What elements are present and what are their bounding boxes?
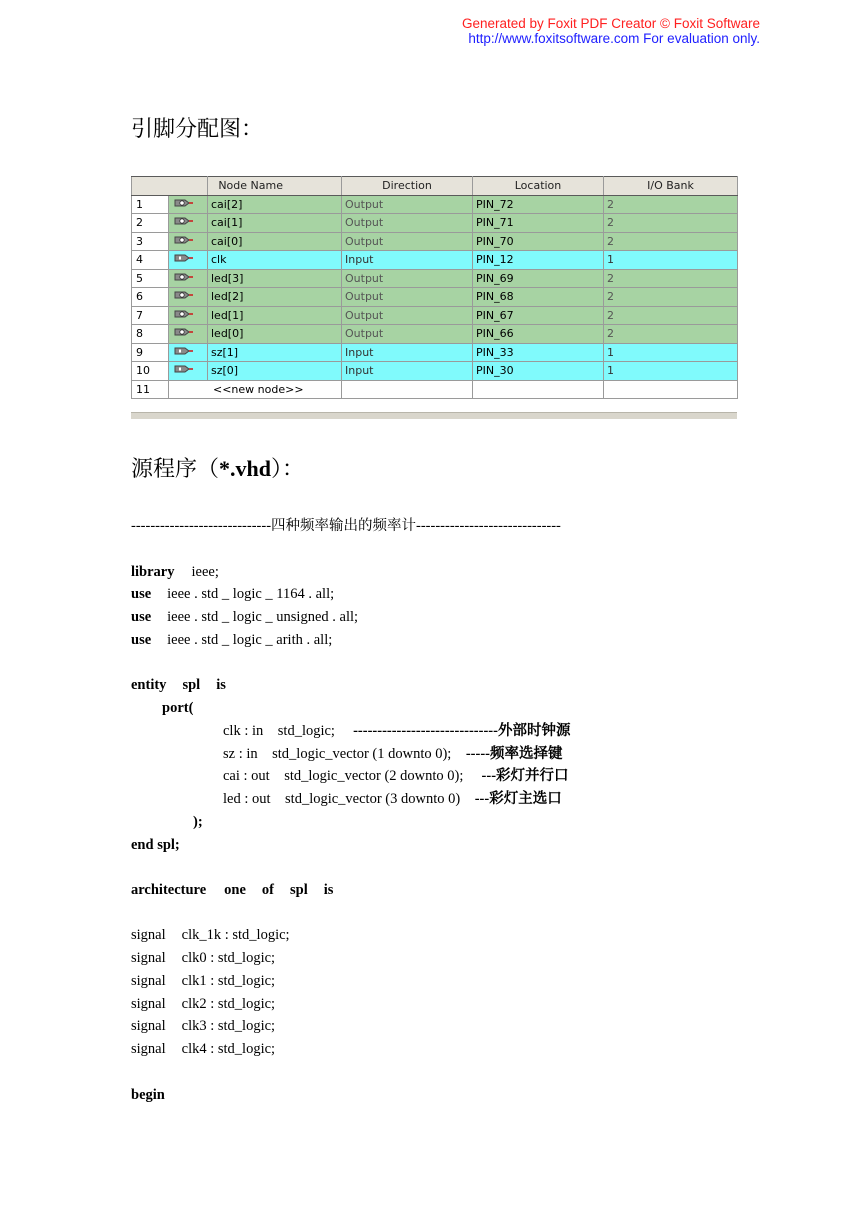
io-bank-cell[interactable]: 2 bbox=[604, 288, 738, 307]
code-entity-line: entity spl is bbox=[131, 677, 226, 693]
io-bank-cell[interactable]: 2 bbox=[604, 325, 738, 344]
row-number: 9 bbox=[132, 343, 169, 362]
pin-assignment-heading: 引脚分配图： bbox=[131, 116, 264, 141]
output-pin-icon bbox=[174, 197, 194, 212]
table-row[interactable] bbox=[132, 195, 738, 214]
code-signal-line: signal clk0 : std_logic; bbox=[131, 950, 276, 966]
location-cell[interactable]: PIN_67 bbox=[473, 306, 604, 325]
location-cell[interactable]: PIN_71 bbox=[473, 214, 604, 233]
table-row[interactable] bbox=[132, 362, 738, 381]
output-pin-icon bbox=[174, 289, 194, 304]
row-number: 6 bbox=[132, 288, 169, 307]
io-bank-cell[interactable]: 2 bbox=[604, 232, 738, 251]
code-port-close: ); bbox=[193, 814, 203, 830]
direction-cell[interactable]: Output bbox=[342, 325, 473, 344]
row-number: 5 bbox=[132, 269, 169, 288]
io-bank-cell[interactable]: 2 bbox=[604, 269, 738, 288]
location-cell[interactable]: PIN_30 bbox=[473, 362, 604, 381]
code-end-entity: end spl; bbox=[131, 837, 180, 853]
output-pin-icon bbox=[174, 234, 194, 249]
code-begin: begin bbox=[131, 1087, 165, 1103]
code-signal-line: signal clk_1k : std_logic; bbox=[131, 927, 290, 943]
code-port-open: port( bbox=[162, 700, 194, 716]
node-name-cell[interactable]: clk bbox=[208, 251, 342, 270]
code-port-decl: sz : in std_logic_vector (1 downto 0); -----频率选择键 bbox=[223, 746, 563, 762]
new-node-placeholder[interactable]: <<new node>> bbox=[169, 380, 342, 399]
foxit-watermark bbox=[420, 16, 760, 46]
direction-cell[interactable]: Output bbox=[342, 195, 473, 214]
location-cell[interactable]: PIN_66 bbox=[473, 325, 604, 344]
location-cell[interactable]: PIN_70 bbox=[473, 232, 604, 251]
table-row[interactable] bbox=[132, 251, 738, 270]
code-signal-line: signal clk2 : std_logic; bbox=[131, 996, 276, 1012]
code-signal-line: signal clk4 : std_logic; bbox=[131, 1041, 276, 1057]
header-location[interactable]: Location bbox=[473, 177, 604, 196]
code-use-line: use ieee . std _ logic _ arith . all; bbox=[131, 632, 333, 648]
code-architecture-line: architecture one of spl is bbox=[131, 882, 334, 898]
source-code-heading bbox=[131, 456, 304, 482]
input-pin-icon bbox=[174, 345, 194, 360]
watermark-line2: http://www.foxitsoftware.com For evaluation only. bbox=[468, 31, 760, 46]
code-use-line: use ieee . std _ logic _ 1164 . all; bbox=[131, 586, 335, 602]
direction-cell[interactable]: Input bbox=[342, 362, 473, 381]
new-node-row[interactable] bbox=[132, 380, 738, 399]
code-port-decl: clk : in std_logic; ------------------------------外部时钟源 bbox=[223, 723, 571, 739]
node-name-cell[interactable]: sz[1] bbox=[208, 343, 342, 362]
row-number: 7 bbox=[132, 306, 169, 325]
source-heading-suffix: ）： bbox=[271, 456, 305, 481]
row-number: 4 bbox=[132, 251, 169, 270]
source-heading-prefix: 源程序（ bbox=[131, 456, 220, 481]
row-number: 1 bbox=[132, 195, 169, 214]
output-pin-icon bbox=[174, 308, 194, 323]
code-port-decl: led : out std_logic_vector (3 downto 0) ---彩灯主选口 bbox=[223, 791, 562, 807]
io-bank-cell[interactable]: 1 bbox=[604, 362, 738, 381]
node-name-cell[interactable]: led[0] bbox=[208, 325, 342, 344]
header-blank bbox=[132, 177, 208, 196]
node-name-cell[interactable]: sz[0] bbox=[208, 362, 342, 381]
direction-cell[interactable]: Input bbox=[342, 343, 473, 362]
row-number: 11 bbox=[132, 380, 169, 399]
io-bank-cell[interactable]: 1 bbox=[604, 251, 738, 270]
output-pin-icon bbox=[174, 215, 194, 230]
io-bank-cell[interactable]: 1 bbox=[604, 343, 738, 362]
code-use-line: use ieee . std _ logic _ unsigned . all; bbox=[131, 609, 359, 625]
table-scroll-footer bbox=[131, 412, 737, 419]
header-io-bank[interactable]: I/O Bank bbox=[604, 177, 738, 196]
output-pin-icon bbox=[174, 326, 194, 341]
node-name-cell[interactable]: led[2] bbox=[208, 288, 342, 307]
pin-assignment-table bbox=[131, 176, 738, 399]
location-cell[interactable]: PIN_72 bbox=[473, 195, 604, 214]
table-row[interactable] bbox=[132, 232, 738, 251]
row-number: 2 bbox=[132, 214, 169, 233]
table-row[interactable] bbox=[132, 269, 738, 288]
io-bank-cell[interactable]: 2 bbox=[604, 214, 738, 233]
direction-cell[interactable]: Output bbox=[342, 232, 473, 251]
source-heading-ext: *.vhd bbox=[219, 456, 271, 481]
code-port-decl: cai : out std_logic_vector (2 downto 0); ---彩灯并行口 bbox=[223, 768, 569, 784]
location-cell[interactable]: PIN_68 bbox=[473, 288, 604, 307]
input-pin-icon bbox=[174, 363, 194, 378]
location-cell[interactable]: PIN_33 bbox=[473, 343, 604, 362]
direction-cell[interactable]: Input bbox=[342, 251, 473, 270]
row-number: 10 bbox=[132, 362, 169, 381]
header-node-name[interactable]: Node Name bbox=[208, 177, 342, 196]
table-row[interactable] bbox=[132, 288, 738, 307]
io-bank-cell[interactable]: 2 bbox=[604, 195, 738, 214]
code-signal-line: signal clk1 : std_logic; bbox=[131, 973, 276, 989]
code-title-line: -----------------------------四种频率输出的频率计------------------------------ bbox=[131, 518, 561, 534]
row-number: 3 bbox=[132, 232, 169, 251]
output-pin-icon bbox=[174, 271, 194, 286]
node-name-cell[interactable]: led[3] bbox=[208, 269, 342, 288]
node-name-cell[interactable]: cai[0] bbox=[208, 232, 342, 251]
table-row[interactable] bbox=[132, 343, 738, 362]
table-row[interactable] bbox=[132, 325, 738, 344]
direction-cell[interactable]: Output bbox=[342, 269, 473, 288]
direction-cell[interactable]: Output bbox=[342, 306, 473, 325]
location-cell[interactable]: PIN_12 bbox=[473, 251, 604, 270]
node-name-cell[interactable]: cai[2] bbox=[208, 195, 342, 214]
direction-cell[interactable]: Output bbox=[342, 214, 473, 233]
header-direction[interactable]: Direction bbox=[342, 177, 473, 196]
io-bank-cell[interactable]: 2 bbox=[604, 306, 738, 325]
table-header-row bbox=[132, 177, 738, 196]
node-name-cell[interactable]: cai[1] bbox=[208, 214, 342, 233]
input-pin-icon bbox=[174, 252, 194, 267]
direction-cell[interactable]: Output bbox=[342, 288, 473, 307]
table-row[interactable] bbox=[132, 306, 738, 325]
code-signal-line: signal clk3 : std_logic; bbox=[131, 1018, 276, 1034]
table-row[interactable] bbox=[132, 214, 738, 233]
code-library-line: library ieee; bbox=[131, 564, 219, 580]
location-cell[interactable]: PIN_69 bbox=[473, 269, 604, 288]
node-name-cell[interactable]: led[1] bbox=[208, 306, 342, 325]
row-number: 8 bbox=[132, 325, 169, 344]
watermark-line1: Generated by Foxit PDF Creator © Foxit Software bbox=[461, 16, 760, 31]
